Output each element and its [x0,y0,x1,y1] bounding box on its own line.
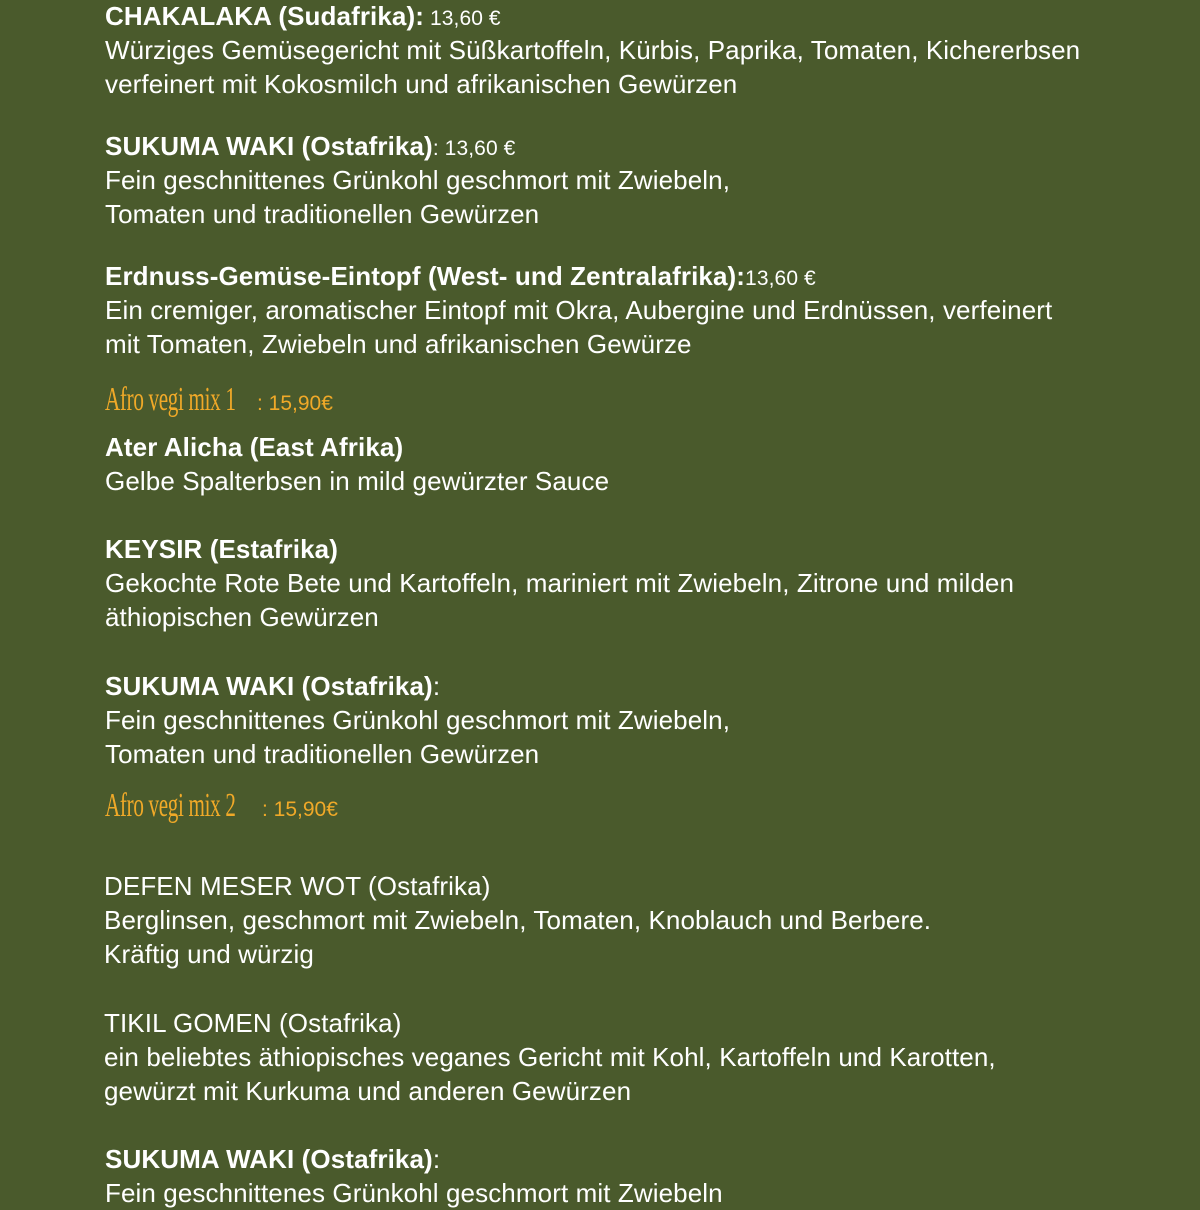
dish-price: : 13,60 € [432,137,516,160]
dish-name: KEYSIR (Estafrika) [105,534,338,564]
dish-name: SUKUMA WAKI (Ostafrika) [105,671,433,701]
dish-name: SUKUMA WAKI (Ostafrika) [105,131,433,161]
dish-description: Ein cremiger, aromatischer Eintopf mit Okra, Aubergine und Erdnüssen, verfeinert [105,295,1053,325]
dish-description: Fein geschnittenes Grünkohl geschmort mit Zwiebeln [105,1178,723,1208]
mix-price: : 15,90€ [257,392,333,415]
dish-erdnuss-header [105,259,816,296]
dish-description: verfeinert mit Kokosmilch und afrikanischen Gewürzen [105,69,738,99]
mix-title: Afro vegi mix 1 [105,381,236,418]
dish-name: SUKUMA WAKI (Ostafrika) [105,1144,433,1174]
dish-description: Tomaten und traditionellen Gewürzen [105,199,540,229]
mix2-heading [105,787,405,827]
dish-description: äthiopischen Gewürzen [105,602,379,632]
dish-name: DEFEN MESER WOT (Ostafrika) [104,871,491,901]
dish-name-suffix: : [432,1144,441,1174]
dish-description: gewürzt mit Kurkuma und anderen Gewürzen [104,1076,632,1106]
dish-description: Berglinsen, geschmort mit Zwiebeln, Tomaten, Knoblauch und Berbere. [104,905,932,935]
dish-description: Gelbe Spalterbsen in mild gewürzter Sauce [105,466,610,496]
dish-description: Fein geschnittenes Grünkohl geschmort mit Zwiebeln, [105,705,731,735]
mix1-heading [105,381,405,421]
dish-description: mit Tomaten, Zwiebeln und afrikanischen Gewürze [105,329,692,359]
dish-description: Würziges Gemüsegericht mit Süßkartoffeln, Kürbis, Paprika, Tomaten, Kichererbsen [105,35,1081,65]
dish-header [105,669,440,703]
dish-name: CHAKALAKA (Sudafrika): [105,1,425,31]
dish-sukuma-waki-header [105,129,515,166]
dish-price: 13,60 € [424,7,501,30]
dish-description: Fein geschnittenes Grünkohl geschmort mit Zwiebeln, [105,165,731,195]
dish-name: Ater Alicha (East Afrika) [105,432,404,462]
dish-name: Erdnuss-Gemüse-Eintopf (West- und Zentralafrika): [105,261,746,291]
dish-description: Tomaten und traditionellen Gewürzen [105,739,540,769]
dish-name: TIKIL GOMEN (Ostafrika) [104,1008,402,1038]
dish-description: Kräftig und würzig [104,939,314,969]
dish-description: ein beliebtes äthiopisches veganes Gericht mit Kohl, Kartoffeln und Karotten, [104,1042,996,1072]
dish-price: 13,60 € [745,267,816,290]
dish-header [105,1142,440,1176]
dish-chakalaka-header [105,0,501,36]
dish-description: Gekochte Rote Bete und Kartoffeln, mariniert mit Zwiebeln, Zitrone und milden [105,568,1015,598]
dish-name-suffix: : [432,671,441,701]
mix-price: : 15,90€ [262,798,338,821]
mix-title: Afro vegi mix 2 [105,787,236,824]
